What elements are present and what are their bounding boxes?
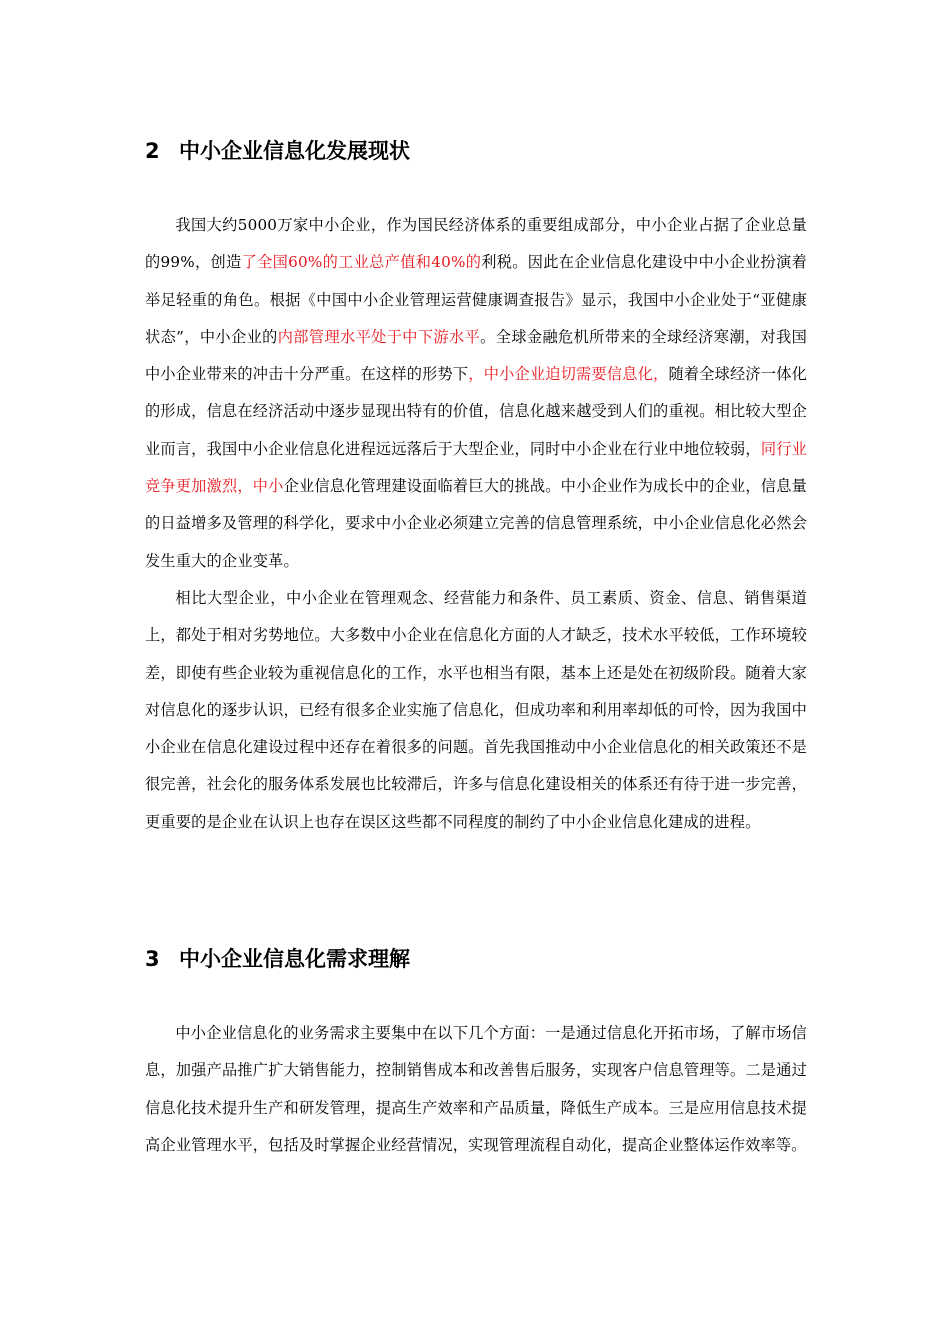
section-title: 中小企业信息化需求理解 <box>179 947 410 971</box>
highlighted-text: 了全国60%的工业总产值和40%的 <box>241 253 482 272</box>
text-run: 中小企业信息化的业务需求主要集中在以下几个方面：一是通过信息化开拓市场，了解市场信息，加强产品推广扩大销售能力，控制销售成本和改善售后服务，实现客户信息管理等。二是通过信息化技术提升生产和研发管理，提高生产效率和产品质量，降低生产成本。三是应用信息技术提高企业管理水平，包括及时掌握企业经营情况，实现管理流程自动化，提高企业整体运作效率等。 <box>145 1024 807 1154</box>
section-heading <box>145 137 807 165</box>
highlighted-text: 同行业竞争更加激烈，中小 <box>145 439 807 496</box>
text-run: 。全球金融危机所带来的全球经济寒潮，对我国中小企业带来的冲击十分严重。在这样的形势下 <box>145 327 807 384</box>
text-run: 利税。因此在企业信息化建设中中小企业扮演着举足轻重的角色。根据《中国中小企业管理运营健康调查报告》显示，我国中小企业处于“亚健康状态”，中小企业的 <box>145 253 807 346</box>
section-3 <box>145 945 807 1164</box>
text-run: 随着全球经济一体化的形成，信息在经济活动中逐步显现出特有的价值，信息化越来越受到人们的重视。相比较大型企业而言，我国中小企业信息化进程远远落后于大型企业，同时中小企业在行业中地位较弱， <box>145 365 807 458</box>
section-title: 中小企业信息化发展现状 <box>179 139 410 163</box>
text-run: 我国大约5000万家中小企业，作为国民经济体系的重要组成部分，中小企业占据了企业总量的99%，创造 <box>145 216 807 272</box>
section-body <box>145 207 807 841</box>
section-heading <box>145 945 807 973</box>
section-number: 2 <box>145 139 160 163</box>
section-number: 3 <box>145 947 160 971</box>
paragraph <box>145 580 807 841</box>
paragraph <box>145 1015 807 1164</box>
highlighted-text: 内部管理水平处于中下游水平 <box>277 327 481 346</box>
text-run: 企业信息化管理建设面临着巨大的挑战。中小企业作为成长中的企业，信息量的日益增多及管理的科学化，要求中小企业必须建立完善的信息管理系统，中小企业信息化必然会发生重大的企业变革。 <box>145 477 807 570</box>
text-run: 相比大型企业，中小企业在管理观念、经营能力和条件、员工素质、资金、信息、销售渠道上，都处于相对劣势地位。大多数中小企业在信息化方面的人才缺乏，技术水平较低，工作环境较差，即使有些企业较为重视信息化的工作，水平也相当有限，基本上还是处在初级阶段。随着大家对信息化的逐步认识，已经有很多企业实施了信息化，但成功率和利用率却低的可怜，因为我国中小企业在信息化建设过程中还存在着很多的问题。首先我国推动中小企业信息化的相关政策还不是很完善，社会化的服务体系发展也比较滞后，许多与信息化建设相关的体系还有待于进一步完善，更重要的是企业在认识上也存在误区这些都不同程度的制约了中小企业信息化建成的进程。 <box>145 588 807 831</box>
section-2 <box>145 137 807 841</box>
section-body <box>145 1015 807 1164</box>
paragraph <box>145 207 807 580</box>
highlighted-text: ，中小企业迫切需要信息化， <box>468 365 669 384</box>
